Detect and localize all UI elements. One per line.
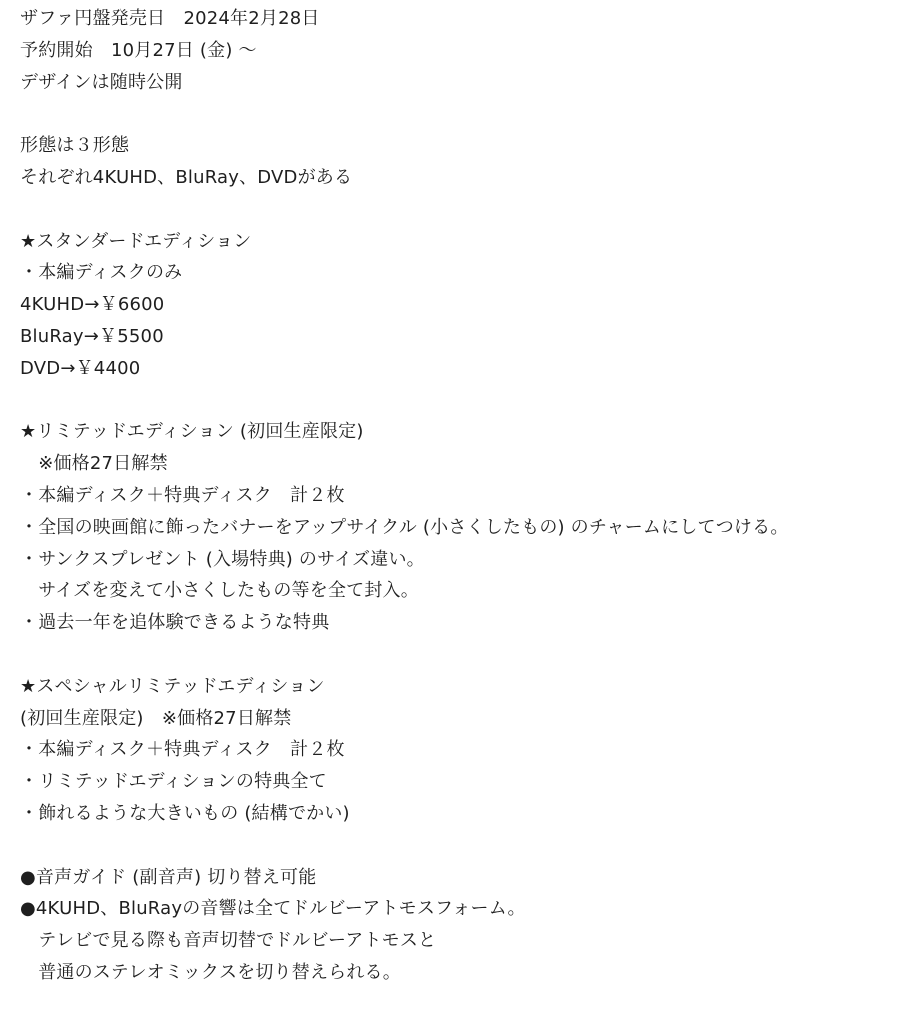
blank-line — [20, 98, 890, 130]
price-bluray-line: BluRay→￥5500 — [20, 325, 164, 347]
price-4kuhd-line: 4KUHD→￥6600 — [20, 294, 165, 316]
blank-line — [20, 194, 890, 226]
limited-edition-heading: ★リミテッドエディション (初回生産限定) — [20, 421, 364, 443]
note-body — [20, 3, 890, 989]
special-limited-edition-item: ・リミテッドエディションの特典全て — [20, 771, 327, 793]
blank-line — [20, 830, 890, 862]
limited-edition-item: ・サンクスプレゼント (入場特典) のサイズ違い。 — [20, 548, 425, 570]
limited-edition-item: ・過去一年を追体験できるような特典 — [20, 612, 330, 634]
preorder-start-line: 予約開始 10月27日 (金) ～ — [20, 39, 257, 61]
standard-edition-item: ・本編ディスクのみ — [20, 262, 183, 284]
special-limited-edition-note: (初回生産限定) ※価格27日解禁 — [20, 707, 292, 729]
limited-edition-item-continued: サイズを変えて小さくしたもの等を全て封入。 — [20, 580, 419, 602]
audio-format-line: ●4KUHD、BluRayの音響は全てドルビーアトモスフォーム。 — [20, 898, 526, 920]
standard-edition-heading: ★スタンダードエディション — [20, 230, 252, 252]
audio-format-line-continued: 普通のステレオミックスを切り替えられる。 — [20, 961, 401, 983]
audio-format-line-continued: テレビで見る際も音声切替でドルビーアトモスと — [20, 930, 437, 952]
blank-line — [20, 639, 890, 671]
special-limited-edition-heading: ★スペシャルリミテッドエディション — [20, 675, 325, 697]
design-reveal-line: デザインは随時公開 — [20, 71, 183, 93]
special-limited-edition-item: ・本編ディスク＋特典ディスク 計２枚 — [20, 739, 345, 761]
limited-edition-item: ・本編ディスク＋特典ディスク 計２枚 — [20, 484, 345, 506]
blank-line — [20, 385, 890, 417]
release-date-line: ザファ円盤発売日 2024年2月28日 — [20, 8, 320, 29]
price-dvd-line: DVD→￥4400 — [20, 357, 141, 379]
special-limited-edition-item: ・飾れるような大きいもの (結構でかい) — [20, 802, 350, 824]
formats-list-line: それぞれ4KUHD、BluRay、DVDがある — [20, 166, 353, 188]
limited-edition-item: ・全国の映画館に飾ったバナーをアップサイクル (小さくしたもの) のチャームにしてつける。 — [20, 516, 789, 538]
limited-edition-price-note: ※価格27日解禁 — [20, 453, 168, 475]
audio-guide-line: ●音声ガイド (副音声) 切り替え可能 — [20, 866, 317, 888]
formats-count-line: 形態は３形態 — [20, 135, 130, 157]
